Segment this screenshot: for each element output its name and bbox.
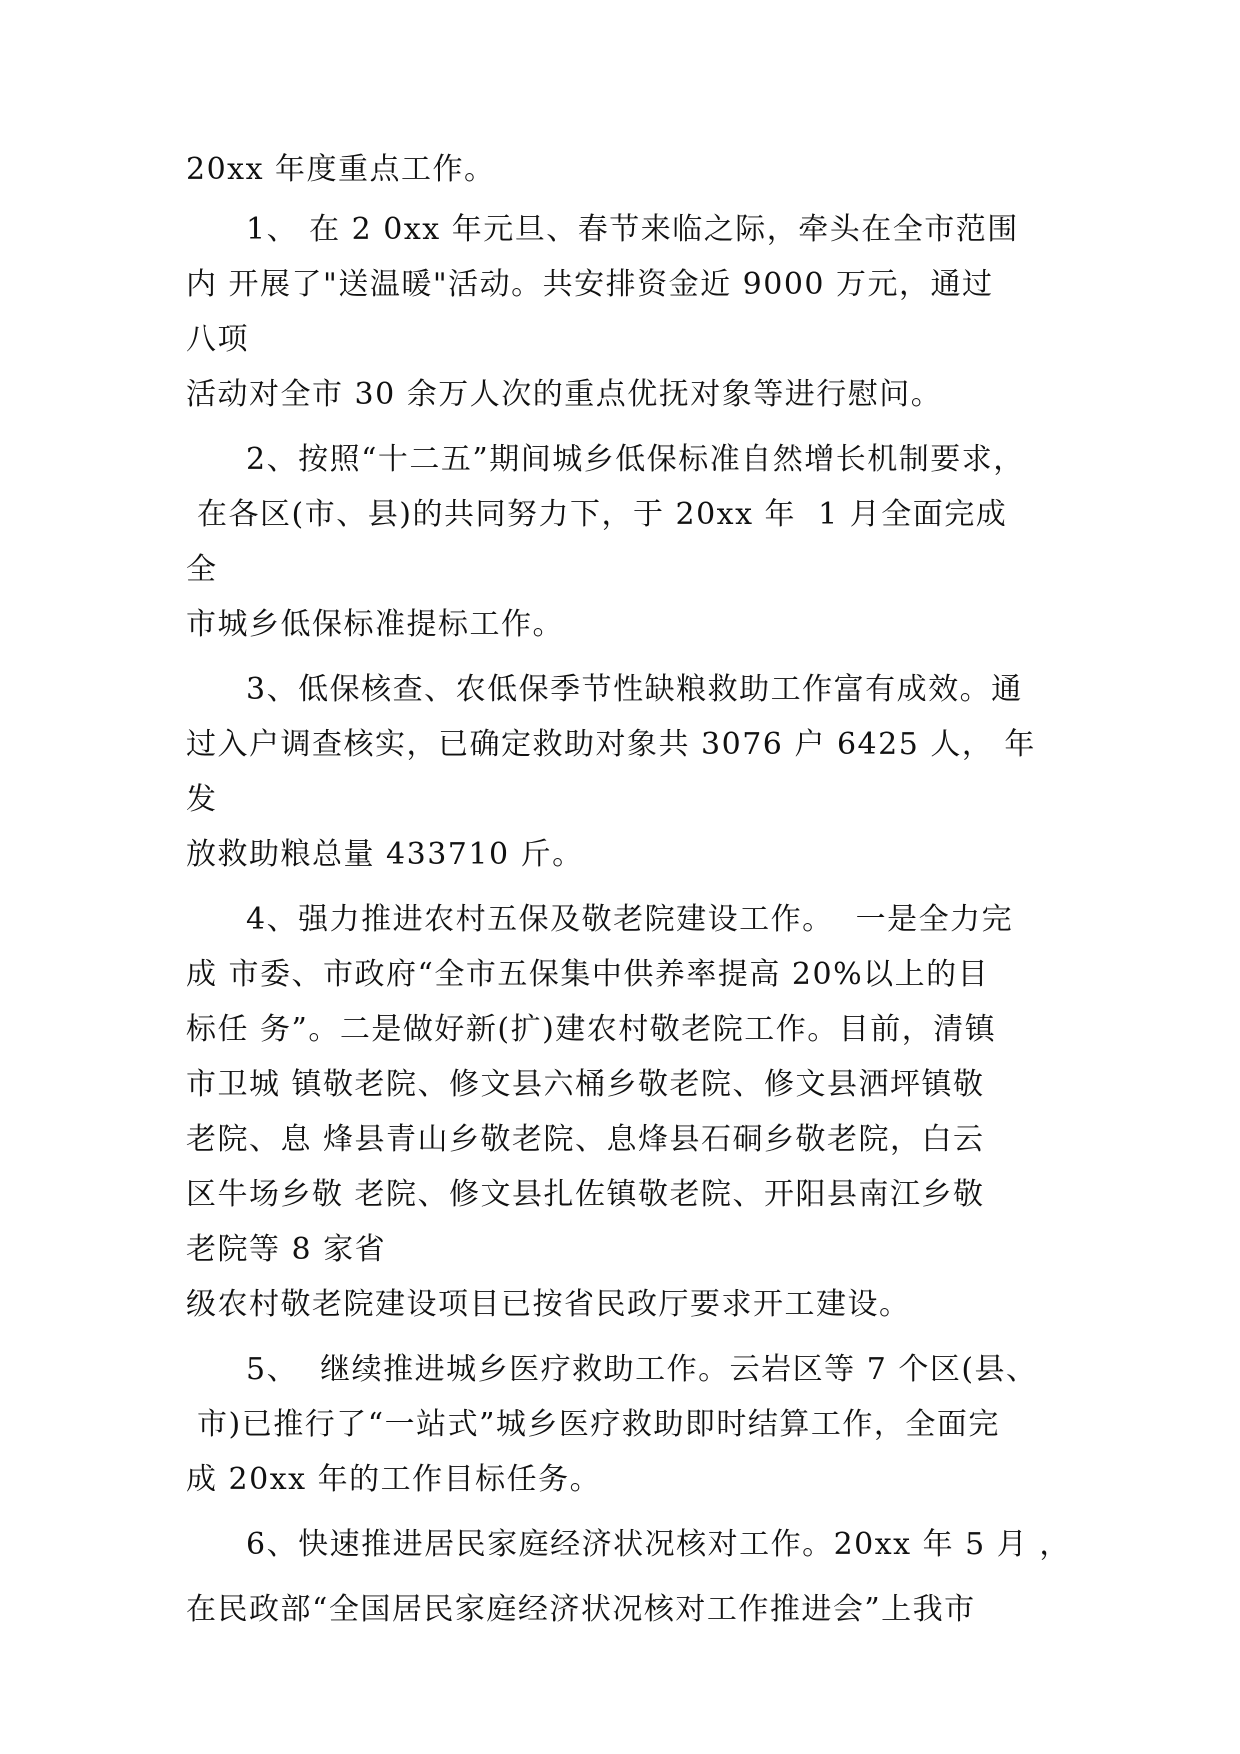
paragraph-1-line: 内 开展了"送温暖"活动。共安排资金近 9000 万元，通过: [186, 267, 994, 302]
paragraph-4-line: 市卫城 镇敬老院、修文县六桶乡敬老院、修文县洒坪镇敬: [186, 1067, 985, 1102]
paragraph-1-line: 八项: [186, 322, 249, 357]
paragraph-1-line: 1、 在 2 0xx 年元旦、春节来临之际，牵头在全市范围: [246, 212, 1019, 247]
paragraph-4-line: 老院、息 烽县青山乡敬老院、息烽县石硐乡敬老院，白云: [186, 1122, 985, 1157]
paragraph-3-line: 发: [186, 782, 218, 817]
paragraph-4-line: 标任 务”。二是做好新(扩)建农村敬老院工作。目前，清镇: [186, 1012, 997, 1047]
paragraph-4-line: 成 市委、市政府“全市五保集中供养率提高 20%以上的目: [186, 957, 990, 992]
paragraph-4-line: 4、强力推进农村五保及敬老院建设工作。 一是全力完: [246, 902, 1014, 937]
paragraph-6-line: 在民政部“全国居民家庭经济状况核对工作推进会”上我市: [186, 1592, 976, 1627]
paragraph-2-line: 市城乡低保标准提标工作。: [186, 607, 564, 642]
paragraph-1-line: 活动对全市 30 余万人次的重点优抚对象等进行慰问。: [186, 377, 943, 412]
text-line: 20xx 年度重点工作。: [186, 152, 496, 187]
paragraph-4-line: 区牛场乡敬 老院、修文县扎佐镇敬老院、开阳县南江乡敬: [186, 1177, 985, 1212]
paragraph-3-line: 3、低保核查、农低保季节性缺粮救助工作富有成效。通: [246, 672, 1023, 707]
paragraph-5-line: 成 20xx 年的工作目标任务。: [186, 1462, 602, 1497]
paragraph-6-line: 6、快速推进居民家庭经济状况核对工作。20xx 年 5 月 ，: [246, 1527, 1071, 1562]
paragraph-4-line: 老院等 8 家省: [186, 1232, 387, 1267]
paragraph-3-line: 放救助粮总量 433710 斤。: [186, 837, 584, 872]
paragraph-2-line: 在各区(市、县)的共同努力下，于 20xx 年 1 月全面完成: [186, 497, 1008, 532]
paragraph-3-line: 过入户调查核实，已确定救助对象共 3076 户 6425 人， 年: [186, 727, 1036, 762]
paragraph-2-line: 2、按照“十二五”期间城乡低保标准自然增长机制要求，: [246, 442, 1025, 477]
paragraph-5-line: 市)已推行了“一站式”城乡医疗救助即时结算工作，全面完: [186, 1407, 1000, 1442]
paragraph-5-line: 5、 继续推进城乡医疗救助工作。云岩区等 7 个区(县、: [246, 1352, 1038, 1387]
paragraph-4-line: 级农村敬老院建设项目已按省民政厅要求开工建设。: [186, 1287, 911, 1322]
paragraph-2-line: 全: [186, 552, 218, 587]
